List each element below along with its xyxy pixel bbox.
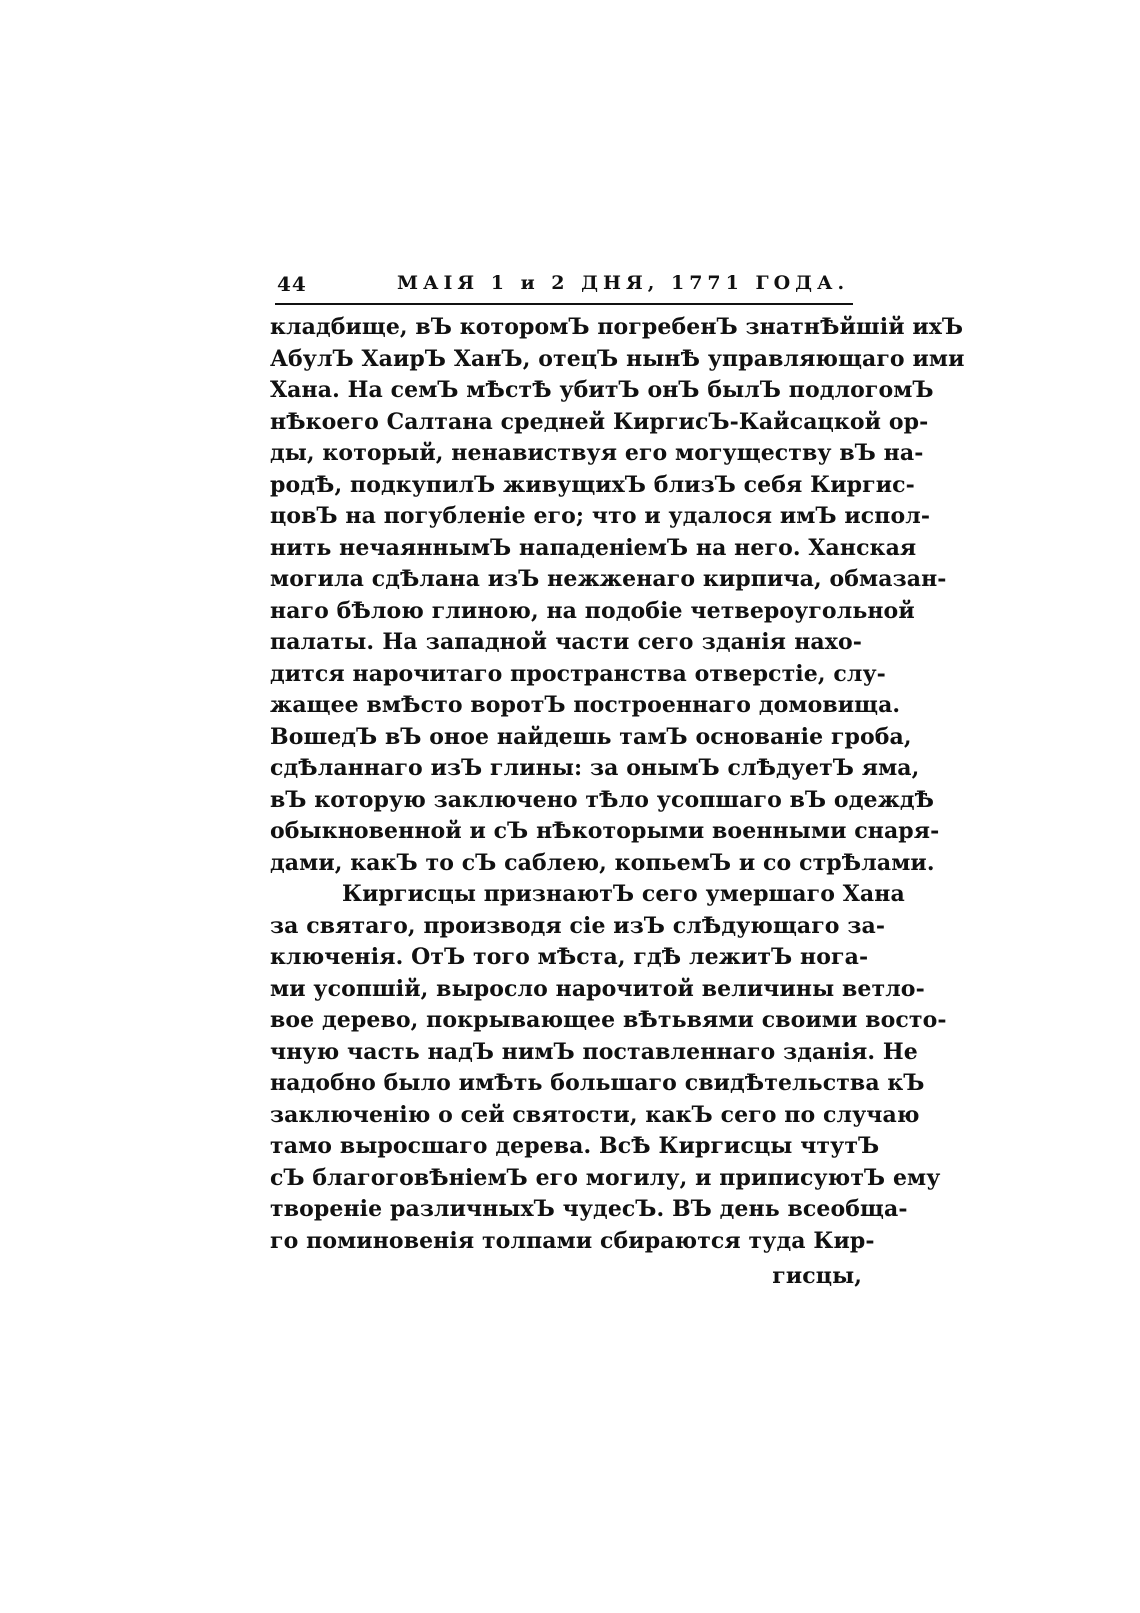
header-rule [275,303,853,305]
text-line: кладбище, вЪ которомЪ погребенЪ знатнѢйшій ихЪ [270,314,964,340]
text-line: чную часть надЪ нимЪ поставленнаго зданія. Не [270,1038,918,1065]
catchword: гисцы, [772,1263,862,1289]
text-line: ключенія. ОтЪ того мѢста, гдѢ лежитЪ нога- [270,944,869,970]
text-line: твореніе различныхЪ чудесЪ. ВЪ день всеобща- [270,1196,908,1222]
text-line: нить нечаяннымЪ нападеніемЪ на него. Ханская [270,534,917,561]
text-line: ми усопшій, выросло нарочитой величины ветло- [270,975,925,1002]
paragraph-start-line: Киргисцы признаютЪ сего умершаго Хана [342,881,905,907]
text-line: обыкновенной и сЪ нѢкоторыми военными снаря- [270,818,940,844]
text-line: надобно было имѢть большаго свидѢтельства кЪ [270,1070,925,1096]
text-line: родѢ, подкупилЪ живущихЪ близЪ себя Киргис- [270,471,915,498]
text-line: Хана. На семЪ мѢстѢ убитЪ онЪ былЪ подлогомЪ [270,377,934,403]
running-head: МАІЯ 1 и 2 ДНЯ, 1771 ГОДА. [397,272,850,294]
text-line: дами, какЪ то сЪ саблею, копьемЪ и со стрѢлами. [270,849,935,876]
text-line: вое дерево, покрывающее вѢтьвями своими восто- [270,1007,947,1033]
page-header [275,272,855,300]
text-line: ВошедЪ вЪ оное найдешь тамЪ основаніе гроба, [270,723,912,750]
page-number: 44 [277,272,307,296]
text-line: сдѢланнаго изЪ глины: за онымЪ слѢдуетЪ яма, [270,755,920,781]
text-line: го поминовенія толпами сбираются туда Кир- [270,1227,875,1254]
text-line: сЪ благоговѢніемЪ его могилу, и приписуютЪ ему [270,1164,941,1191]
text-line: тамо выросшаго дерева. ВсѢ Киргисцы чтутЪ [270,1133,880,1159]
text-line: за святаго, производя сіе изЪ слѢдующаго за- [270,912,886,939]
text-line: ды, который, ненавиствуя его могуществу вЪ на- [270,440,924,466]
body-text [270,312,965,1293]
text-line: вЪ которую заключено тѢло усопшаго вЪ одеждѢ [270,786,935,813]
text-line: заключенію о сей святости, какЪ сего по случаю [270,1101,920,1128]
text-line: наго бѢлою глиною, на подобіе четвероугольной [270,597,915,624]
text-line: АбулЪ ХаирЪ ХанЪ, отецЪ нынѢ управляющаго ими [270,345,965,372]
text-line: цовЪ на погубленіе его; что и удалося имЪ испол- [270,503,931,529]
text-line: палаты. На западной части сего зданія нахо- [270,629,862,655]
text-line: дится нарочитаго пространства отверстіе, слу- [270,660,886,687]
text-line: могила сдѢлана изЪ нежженаго кирпича, обмазан- [270,566,947,592]
text-line: нѢкоего Салтана средней КиргисЪ-Кайсацкой ор- [270,408,929,435]
text-line: жащее вмѢсто воротЪ построеннаго домовища. [270,692,901,718]
